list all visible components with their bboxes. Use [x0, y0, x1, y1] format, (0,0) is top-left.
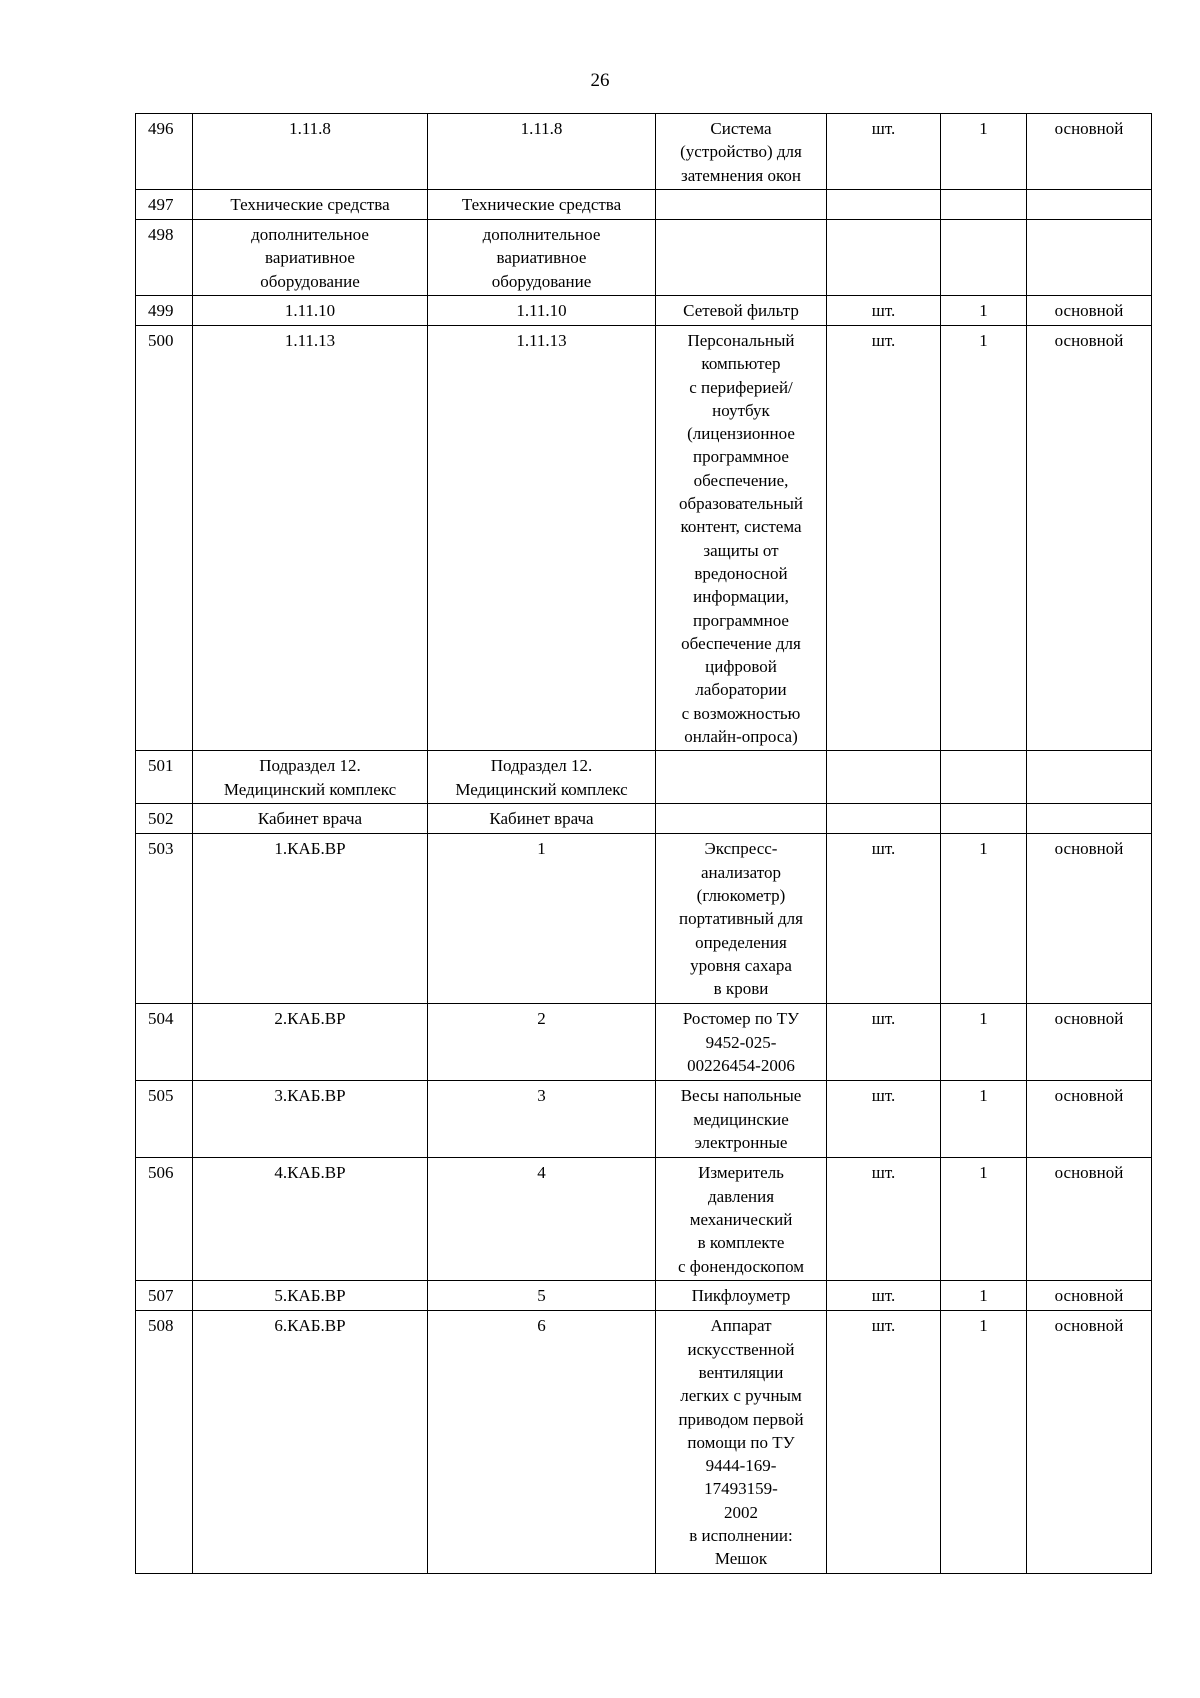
row-number-cell: 501	[136, 751, 193, 804]
quantity-cell: 1	[941, 114, 1027, 190]
row-number-cell: 498	[136, 220, 193, 296]
code-cell-1: 6.КАБ.ВР	[193, 1311, 428, 1573]
type-cell: основной	[1027, 1281, 1152, 1311]
code-cell-1: 1.11.13	[193, 326, 428, 751]
row-number-cell: 496	[136, 114, 193, 190]
table-row	[136, 1081, 1152, 1158]
code-cell-2: 1.11.8	[428, 114, 656, 190]
item-name-cell	[656, 190, 827, 220]
code-cell-2: 2	[428, 1004, 656, 1081]
code-cell-2: 1.11.13	[428, 326, 656, 751]
item-name-cell: Пикфлоуметр	[656, 1281, 827, 1311]
type-cell: основной	[1027, 296, 1152, 326]
unit-cell: шт.	[827, 1081, 941, 1158]
code-cell-2: Кабинет врача	[428, 804, 656, 834]
quantity-cell	[941, 751, 1027, 804]
type-cell: основной	[1027, 114, 1152, 190]
code-cell-1: Кабинет врача	[193, 804, 428, 834]
table-row	[136, 1158, 1152, 1281]
quantity-cell	[941, 190, 1027, 220]
code-cell-1: Технические средства	[193, 190, 428, 220]
table-row	[136, 1311, 1152, 1573]
unit-cell: шт.	[827, 834, 941, 1004]
row-number-cell: 504	[136, 1004, 193, 1081]
code-cell-2: 5	[428, 1281, 656, 1311]
table-row	[136, 1004, 1152, 1081]
code-cell-1: 1.11.8	[193, 114, 428, 190]
code-cell-1: 1.КАБ.ВР	[193, 834, 428, 1004]
table-row	[136, 190, 1152, 220]
item-name-cell	[656, 804, 827, 834]
table-row	[136, 220, 1152, 296]
code-cell-2: 6	[428, 1311, 656, 1573]
item-name-cell: Сетевой фильтр	[656, 296, 827, 326]
table-row	[136, 326, 1152, 751]
item-name-cell	[656, 751, 827, 804]
type-cell	[1027, 751, 1152, 804]
unit-cell: шт.	[827, 1311, 941, 1573]
quantity-cell: 1	[941, 1158, 1027, 1281]
item-name-cell: Ростомер по ТУ 9452-025- 00226454-2006	[656, 1004, 827, 1081]
quantity-cell: 1	[941, 1281, 1027, 1311]
row-number-cell: 505	[136, 1081, 193, 1158]
code-cell-1: 5.КАБ.ВР	[193, 1281, 428, 1311]
item-name-cell	[656, 220, 827, 296]
row-number-cell: 506	[136, 1158, 193, 1281]
code-cell-2: 3	[428, 1081, 656, 1158]
quantity-cell: 1	[941, 1081, 1027, 1158]
unit-cell: шт.	[827, 1281, 941, 1311]
row-number-cell: 508	[136, 1311, 193, 1573]
table-body	[136, 114, 1152, 1574]
row-number-cell: 500	[136, 326, 193, 751]
table-row	[136, 296, 1152, 326]
code-cell-1: Подраздел 12. Медицинский комплекс	[193, 751, 428, 804]
table-row	[136, 804, 1152, 834]
type-cell: основной	[1027, 1311, 1152, 1573]
unit-cell	[827, 751, 941, 804]
code-cell-1: дополнительное вариативное оборудование	[193, 220, 428, 296]
quantity-cell: 1	[941, 834, 1027, 1004]
type-cell: основной	[1027, 834, 1152, 1004]
table-row	[136, 834, 1152, 1004]
code-cell-2: 1.11.10	[428, 296, 656, 326]
code-cell-2: Подраздел 12. Медицинский комплекс	[428, 751, 656, 804]
unit-cell: шт.	[827, 1004, 941, 1081]
code-cell-2: Технические средства	[428, 190, 656, 220]
type-cell	[1027, 190, 1152, 220]
quantity-cell	[941, 804, 1027, 834]
unit-cell: шт.	[827, 296, 941, 326]
quantity-cell: 1	[941, 1311, 1027, 1573]
quantity-cell: 1	[941, 296, 1027, 326]
quantity-cell: 1	[941, 326, 1027, 751]
code-cell-2: 1	[428, 834, 656, 1004]
code-cell-2: 4	[428, 1158, 656, 1281]
item-name-cell: Экспресс- анализатор (глюкометр) портативный для определения уровня сахара в крови	[656, 834, 827, 1004]
unit-cell	[827, 220, 941, 296]
type-cell	[1027, 220, 1152, 296]
code-cell-2: дополнительное вариативное оборудование	[428, 220, 656, 296]
unit-cell: шт.	[827, 114, 941, 190]
table-row	[136, 114, 1152, 190]
code-cell-1: 3.КАБ.ВР	[193, 1081, 428, 1158]
unit-cell	[827, 190, 941, 220]
quantity-cell	[941, 220, 1027, 296]
item-name-cell: Измеритель давления механический в комплекте с фонендоскопом	[656, 1158, 827, 1281]
item-name-cell: Аппарат искусственной вентиляции легких с ручным приводом первой помощи по ТУ 9444-169- 17493159- 2002 в исполнении: Мешок	[656, 1311, 827, 1573]
row-number-cell: 503	[136, 834, 193, 1004]
code-cell-1: 1.11.10	[193, 296, 428, 326]
type-cell: основной	[1027, 1081, 1152, 1158]
item-name-cell: Персональный компьютер с периферией/ ноутбук (лицензионное программное обеспечение, образовательный контент, система защиты от вредоносной информации, программное обеспечение для цифровой лаборатории с возможностью онлайн-опроса)	[656, 326, 827, 751]
code-cell-1: 4.КАБ.ВР	[193, 1158, 428, 1281]
unit-cell: шт.	[827, 326, 941, 751]
code-cell-1: 2.КАБ.ВР	[193, 1004, 428, 1081]
type-cell	[1027, 804, 1152, 834]
item-name-cell: Система (устройство) для затемнения окон	[656, 114, 827, 190]
type-cell: основной	[1027, 1158, 1152, 1281]
quantity-cell: 1	[941, 1004, 1027, 1081]
unit-cell: шт.	[827, 1158, 941, 1281]
item-name-cell: Весы напольные медицинские электронные	[656, 1081, 827, 1158]
type-cell: основной	[1027, 1004, 1152, 1081]
row-number-cell: 497	[136, 190, 193, 220]
page-number: 26	[590, 70, 610, 91]
equipment-table	[135, 113, 1152, 1574]
type-cell: основной	[1027, 326, 1152, 751]
row-number-cell: 499	[136, 296, 193, 326]
table-row	[136, 751, 1152, 804]
unit-cell	[827, 804, 941, 834]
row-number-cell: 507	[136, 1281, 193, 1311]
table-row	[136, 1281, 1152, 1311]
row-number-cell: 502	[136, 804, 193, 834]
